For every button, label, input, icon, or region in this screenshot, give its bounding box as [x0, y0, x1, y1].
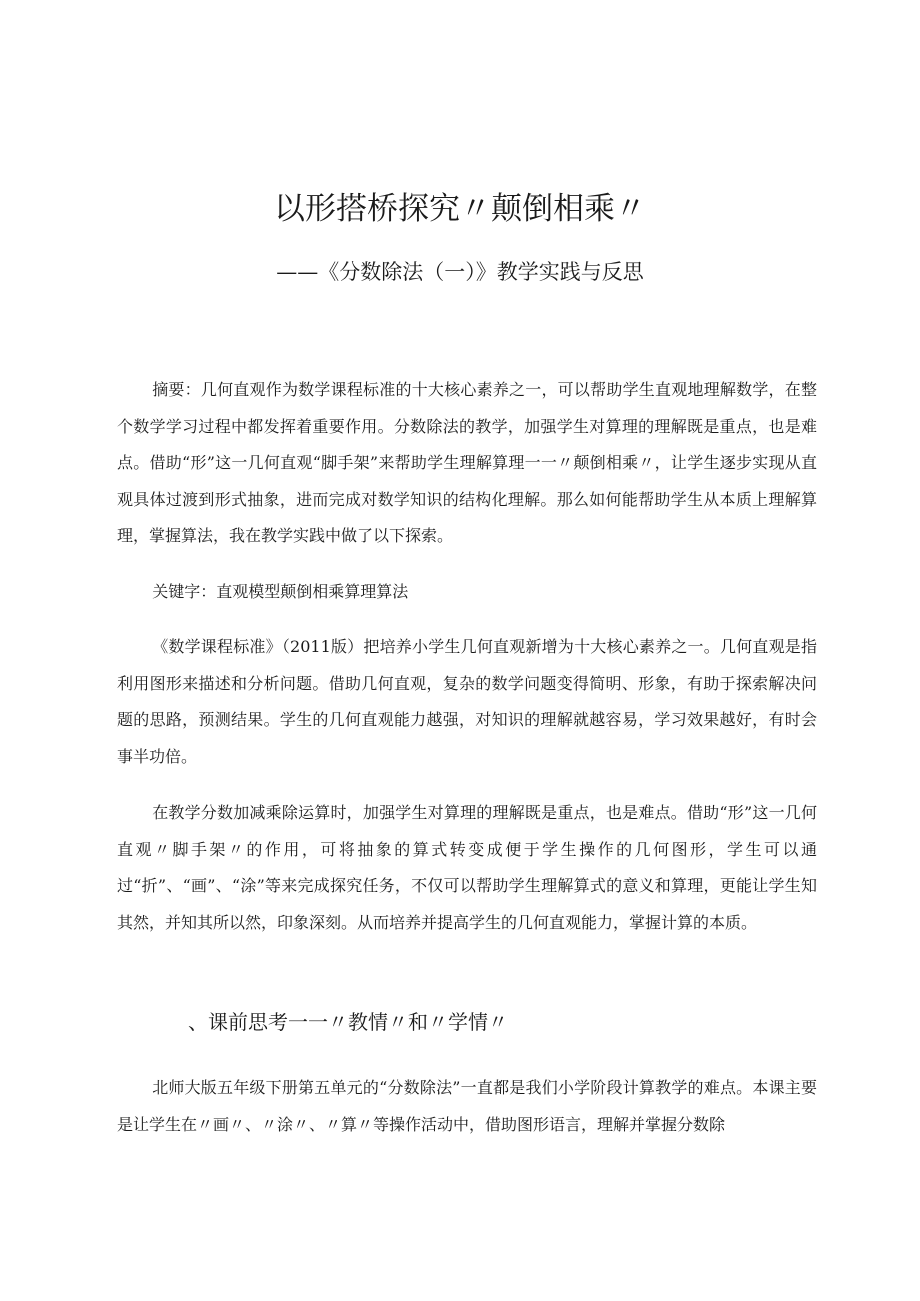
document-title: 以形搭桥探究〃颠倒相乘〃 [274, 190, 646, 227]
body-paragraph: 在教学分数加减乘除运算时，加强学生对算理的理解既是重点，也是难点。借助“形”这一几何直观〃脚手架〃的作用，可将抽象的算式转变成便于学生操作的几何图形，学生可以通过“折”、“画”、“涂”等来完成探究任务，不仅可以帮助学生理解算式的意义和算理，更能让学生知其然，并知其所以然，印象深刻。从而培养并提高学生的几何直观能力，掌握计算的本质。 [117, 803, 817, 932]
section-heading: 、课前思考一一〃教情〃和〃学情〃 [188, 1010, 508, 1034]
body-paragraph: 《数学课程标准》（2011版）把培养小学生几何直观新增为十大核心素养之一。几何直观是指利用图形来描述和分析问题。借助几何直观，复杂的数学问题变得简明、形象，有助于探索解决问题的思路，预测结果。学生的几何直观能力越强，对知识的理解就越容易，学习效果越好，有时会事半功倍。 [117, 637, 817, 766]
section-paragraph: 北师大版五年级下册第五单元的“分数除法”一直都是我们小学阶段计算教学的难点。本课主要是让学生在〃画〃、〃涂〃、〃算〃等操作活动中，借助图形语言，理解并掌握分数除 [117, 1078, 817, 1134]
keywords-line: 关键字：直观模型颠倒相乘算理算法 [152, 582, 409, 601]
document-subtitle: ——《分数除法（一）》教学实践与反思 [276, 260, 644, 284]
abstract-paragraph: 摘要：几何直观作为数学课程标准的十大核心素养之一，可以帮助学生直观地理解数学，在整个数学学习过程中都发挥着重要作用。分数除法的教学，加强学生对算理的理解既是重点，也是难点。借助“形”这一几何直观“脚手架”来帮助学生理解算理一一〃颠倒相乘〃，让学生逐步实现从直观具体过渡到形式抽象，进而完成对数学知识的结构化理解。那么如何能帮助学生从本质上理解算理，掌握算法，我在教学实践中做了以下探索。 [117, 380, 817, 545]
